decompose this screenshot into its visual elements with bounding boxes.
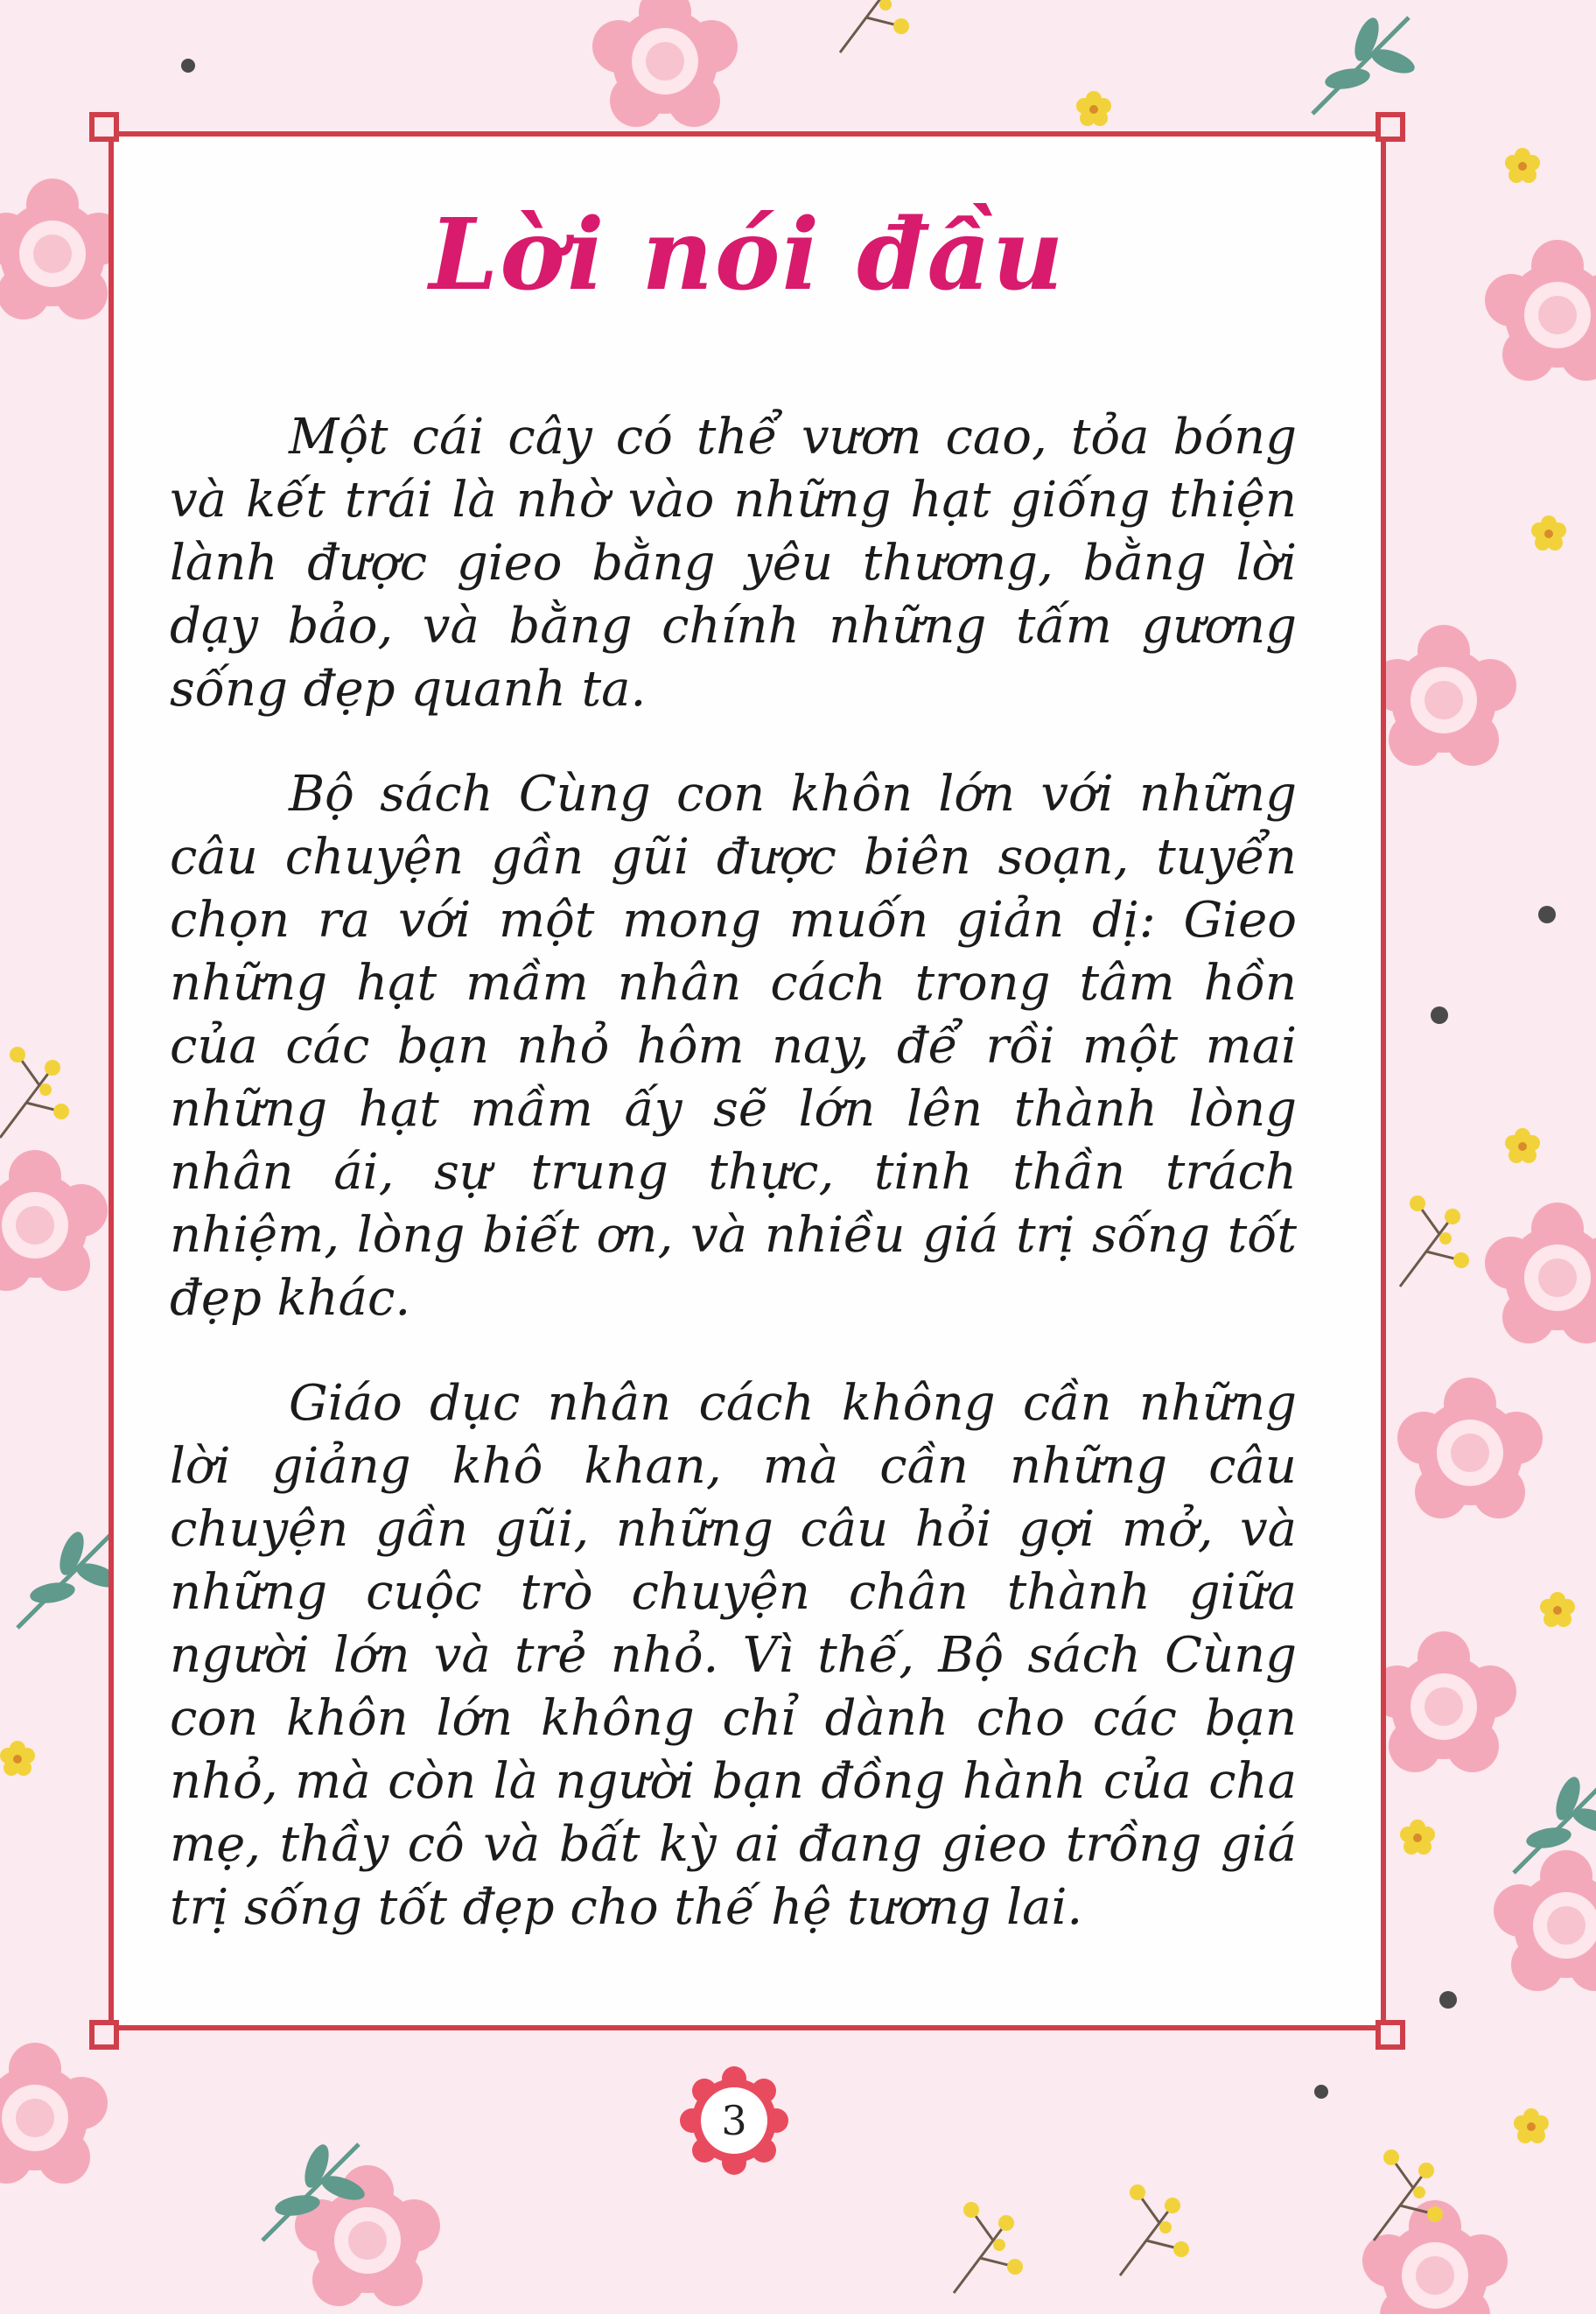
paragraph-1: Một cái cây có thể vươn cao, tỏa bóng và kết trái là nhờ vào những hạt giống thiện lành được gieo bằng yêu thương, bằng lời dạy bảo, và bằng chính những tấm gương sống đẹp quanh ta. [170, 409, 1297, 718]
frame-corner-ornament [89, 112, 119, 142]
pink-flower-icon [0, 179, 125, 319]
paragraph-2: Bộ sách Cùng con khôn lớn với những câu chuyện gần gũi được biên soạn, tuyển chọn ra với một mong muốn giản dị: Gieo những hạt mầm nhân cách trong tâm hồn của các bạn nhỏ hôm nay, để rồi một mai những hạt mầm ấy sẽ lớn lên thành lòng nhân ái, sự trung thực, tinh thần trách nhiệm, lòng biết ơn, và nhiều giá trị sống tốt đẹp khác. [170, 766, 1297, 1327]
pink-flower-icon [1485, 1203, 1596, 1343]
yellow-blossom-icon [1400, 1820, 1435, 1855]
preface-body [170, 406, 1297, 1981]
frame-corner-ornament [1376, 112, 1405, 142]
yellow-blossom-icon [1514, 2108, 1549, 2143]
yellow-blossom-icon [1505, 148, 1540, 183]
yellow-blossom-icon [0, 1741, 35, 1776]
pink-flower-icon [0, 1150, 108, 1291]
twig-blossom-icon [1400, 1196, 1469, 1287]
twig-blossom-icon [954, 2202, 1023, 2293]
pink-flower-icon [1485, 240, 1596, 381]
pink-flower-icon [1494, 1850, 1596, 1991]
pink-flower-icon [1371, 1631, 1516, 1772]
pink-flower-icon [1371, 625, 1516, 766]
pink-flower-icon [0, 2043, 108, 2184]
yellow-blossom-icon [1505, 1128, 1540, 1163]
leaf-branch-icon [18, 1529, 122, 1628]
text-frame [108, 131, 1386, 2030]
paragraph-3: Giáo dục nhân cách không cần những lời giảng khô khan, mà cần những câu chuyện gần gũi, những câu hỏi gợi mở, và những cuộc trò chuyện chân thành giữa người lớn và trẻ nhỏ. Vì thế, Bộ sách Cùng con khôn lớn không chỉ dành cho các bạn nhỏ, mà còn là người bạn đồng hành của cha mẹ, thầy cô và bất kỳ ai đang gieo trồng giá trị sống tốt đẹp cho thế hệ tương lai. [170, 1375, 1297, 1936]
twig-blossom-icon [0, 1047, 69, 1138]
twig-blossom-icon [1120, 2184, 1189, 2275]
leaf-branch-icon [1312, 15, 1418, 114]
pink-flower-icon [1397, 1378, 1543, 1518]
yellow-blossom-icon [1531, 515, 1566, 550]
page-title: Lời nói đầu [429, 198, 1066, 312]
yellow-blossom-icon [1076, 91, 1111, 126]
frame-corner-ornament [1376, 2020, 1405, 2050]
twig-blossom-icon [840, 0, 909, 53]
pink-flower-icon [592, 0, 738, 127]
page-number: 3 [721, 2097, 747, 2144]
frame-corner-ornament [89, 2020, 119, 2050]
yellow-blossom-icon [1540, 1592, 1575, 1627]
